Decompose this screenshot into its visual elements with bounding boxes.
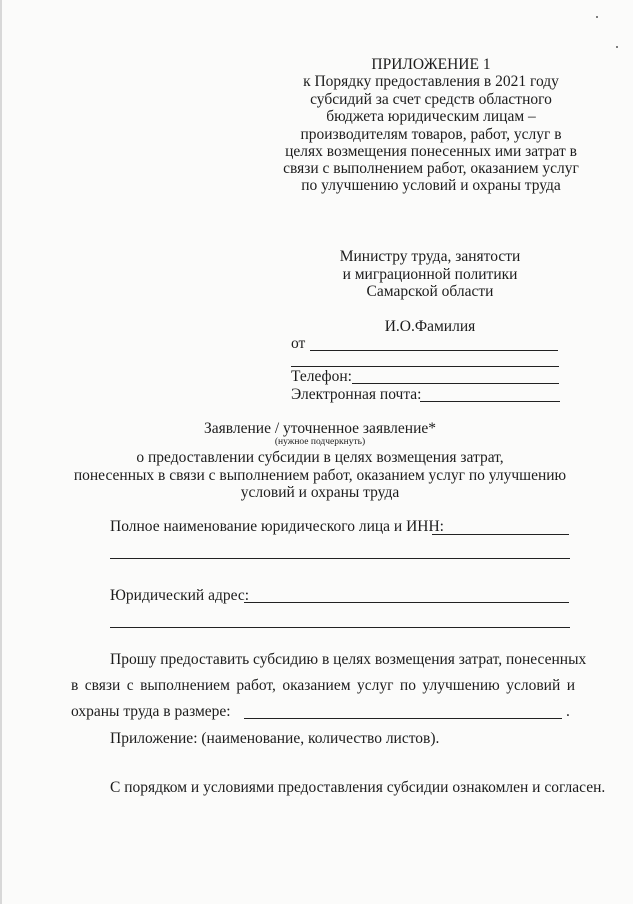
amount-field[interactable]: [244, 718, 562, 719]
attachment-line: Приложение: (наименование, количество листов).: [110, 730, 440, 747]
addressee-line: Министру труда, занятости: [339, 248, 521, 265]
agreement-line: С порядком и условиями предоставления субсидии ознакомлен и согласен.: [110, 779, 606, 796]
request-line-end: .: [566, 703, 570, 720]
address-field-continuation[interactable]: [110, 627, 570, 628]
scan-speck: [596, 16, 598, 18]
request-line: охраны труда в размере:: [71, 703, 231, 720]
email-label: Электронная почта:: [291, 386, 422, 403]
request-line: Прошу предоставить субсидию в целях возмещения затрат, понесенных: [110, 651, 587, 668]
addressee-line: и миграционной политики: [342, 266, 518, 283]
from-label: от: [291, 335, 306, 352]
full-name-field[interactable]: [432, 534, 569, 535]
phone-label: Телефон:: [291, 368, 352, 385]
appendix-line: бюджета юридическим лицам –: [326, 108, 536, 125]
addressee-line: Самарской области: [366, 283, 494, 300]
phone-field[interactable]: [352, 383, 559, 384]
full-name-field-continuation[interactable]: [110, 558, 570, 559]
address-field[interactable]: [244, 602, 569, 603]
email-field[interactable]: [420, 401, 560, 402]
scan-edge: [0, 0, 2, 904]
address-label: Юридический адрес:: [110, 587, 250, 604]
request-line: в связи с выполнением работ, оказанием услуг по улучшению условий и: [71, 677, 575, 694]
full-name-label: Полное наименование юридического лица и ИНН:: [110, 518, 444, 535]
addressee-name: И.О.Фамилия: [384, 318, 476, 335]
appendix-line: к Порядку предоставления в 2021 году: [303, 73, 559, 90]
statement-subtitle-line: о предоставлении субсидии в целях возмещения затрат,: [136, 449, 504, 466]
appendix-title: ПРИЛОЖЕНИЕ 1: [371, 56, 491, 73]
from-field-continuation[interactable]: [291, 366, 559, 367]
scan-speck: [616, 46, 618, 48]
appendix-line: производителям товаров, работ, услуг в: [300, 126, 562, 143]
statement-subtitle-line: условий и охраны труда: [240, 484, 400, 501]
statement-subtitle-line: понесенных в связи с выполнением работ, оказанием услуг по улучшению: [73, 467, 567, 484]
appendix-line: целях возмещения понесенных ими затрат в: [285, 143, 577, 160]
from-field[interactable]: [310, 350, 558, 351]
statement-title: Заявление / уточненное заявление*: [203, 420, 437, 437]
appendix-line: субсидий за счет средств областного: [310, 91, 552, 108]
appendix-line: связи с выполнением работ, оказанием услуг: [283, 160, 579, 177]
statement-hint: (нужное подчеркнуть): [274, 437, 366, 447]
appendix-line: по улучшению условий и охраны труда: [301, 177, 561, 194]
